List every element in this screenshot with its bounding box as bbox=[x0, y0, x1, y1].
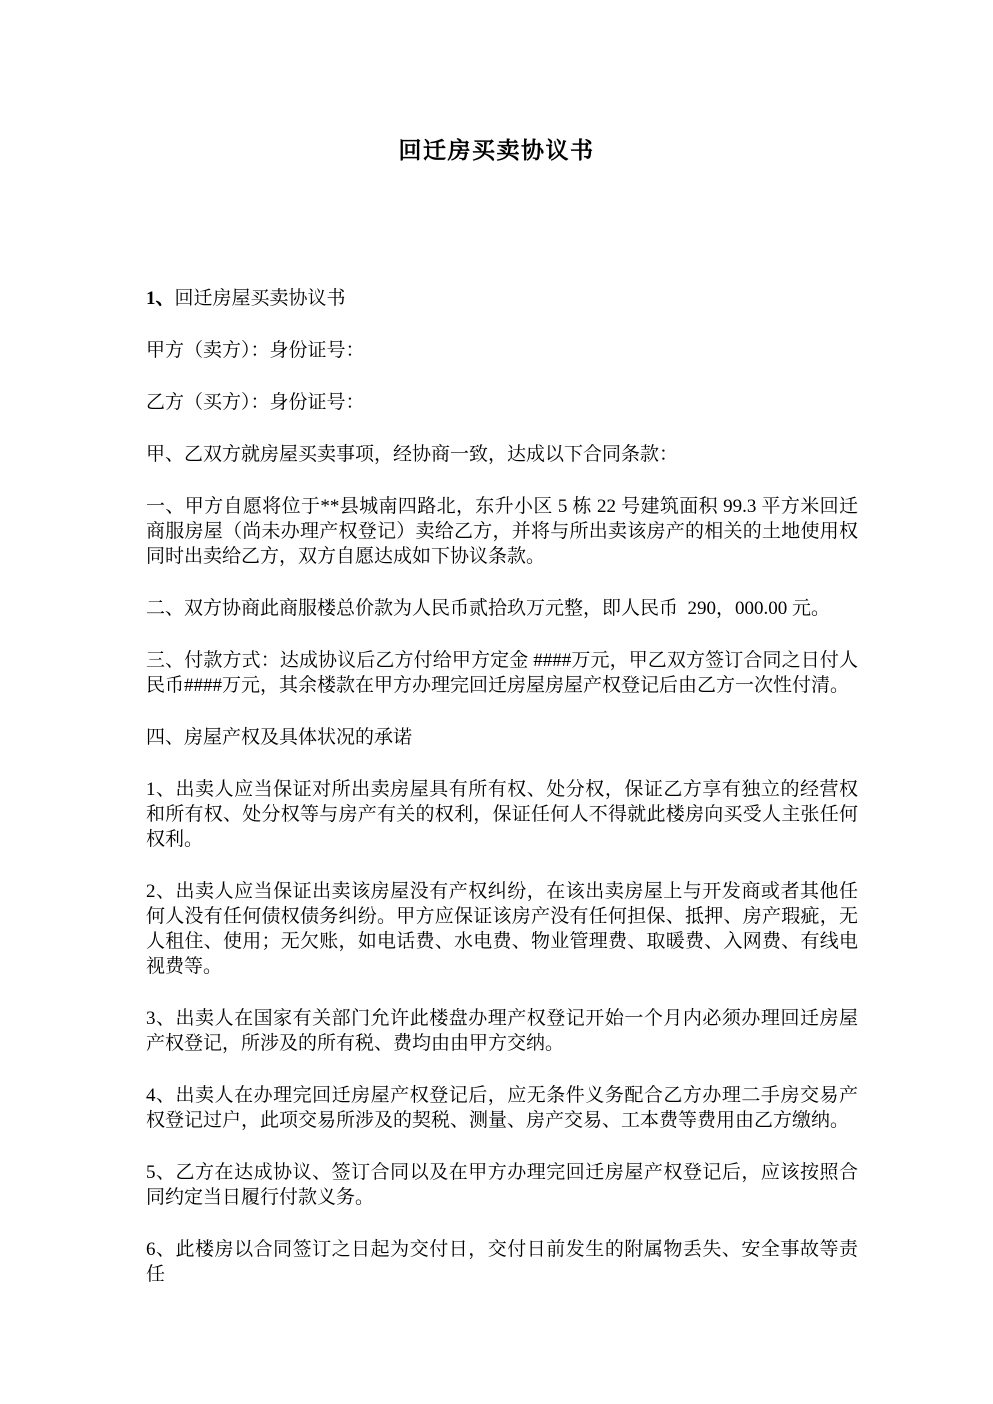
section-heading-text: 回迁房屋买卖协议书 bbox=[174, 288, 346, 309]
sub-clause-2: 2、出卖人应当保证出卖该房屋没有产权纠纷，在该出卖房屋上与开发商或者其他任何人没有任何债权债务纠纷。甲方应保证该房产没有任何担保、抵押、房产瑕疵，无人租住、使用；无欠账，如电话费、水电费、物业管理费、取暖费、入网费、有线电视费等。 bbox=[146, 881, 858, 977]
clause-1: 一、甲方自愿将位于**县城南四路北，东升小区 5 栋 22 号建筑面积 99.3 平方米回迁商服房屋（尚未办理产权登记）卖给乙方，并将与所出卖该房产的相关的土地使用权同时出卖给乙方，双方自愿达成如下协议条款。 bbox=[146, 496, 858, 567]
sub-clause-4: 4、出卖人在办理完回迁房屋产权登记后，应无条件义务配合乙方办理二手房交易产权登记过户，此项交易所涉及的契税、测量、房产交易、工本费等费用由乙方缴纳。 bbox=[146, 1085, 858, 1131]
clause-4-heading: 四、房屋产权及具体状况的承诺 bbox=[146, 727, 413, 748]
party-b-line: 乙方（买方）：身份证号： bbox=[146, 392, 365, 413]
clause-2: 二、双方协商此商服楼总价款为人民币贰拾玖万元整，即人民币 290，000.00 元。 bbox=[146, 598, 831, 619]
party-a-line: 甲方（卖方）：身份证号： bbox=[146, 340, 365, 361]
intro-line: 甲、乙双方就房屋买卖事项，经协商一致，达成以下合同条款： bbox=[146, 444, 679, 465]
sub-clause-6: 6、此楼房以合同签订之日起为交付日，交付日前发生的附属物丢失、安全事故等责任 bbox=[146, 1239, 858, 1285]
section-heading-number: 1、 bbox=[146, 288, 175, 309]
sub-clause-3: 3、出卖人在国家有关部门允许此楼盘办理产权登记开始一个月内必须办理回迁房屋产权登记，所涉及的所有税、费均由由甲方交纳。 bbox=[146, 1008, 858, 1054]
document-title: 回迁房买卖协议书 bbox=[398, 138, 595, 163]
sub-clause-1: 1、出卖人应当保证对所出卖房屋具有所有权、处分权，保证乙方享有独立的经营权和所有权、处分权等与房产有关的权利，保证任何人不得就此楼房向买受人主张任何权利。 bbox=[146, 779, 858, 850]
clause-3: 三、付款方式：达成协议后乙方付给甲方定金 ####万元，甲乙双方签订合同之日付人民币####万元，其余楼款在甲方办理完回迁房屋房屋产权登记后由乙方一次性付清。 bbox=[146, 650, 858, 696]
sub-clause-5: 5、乙方在达成协议、签订合同以及在甲方办理完回迁房屋产权登记后，应该按照合同约定当日履行付款义务。 bbox=[146, 1162, 858, 1208]
document-body bbox=[146, 286, 858, 1314]
section-heading bbox=[146, 286, 858, 311]
